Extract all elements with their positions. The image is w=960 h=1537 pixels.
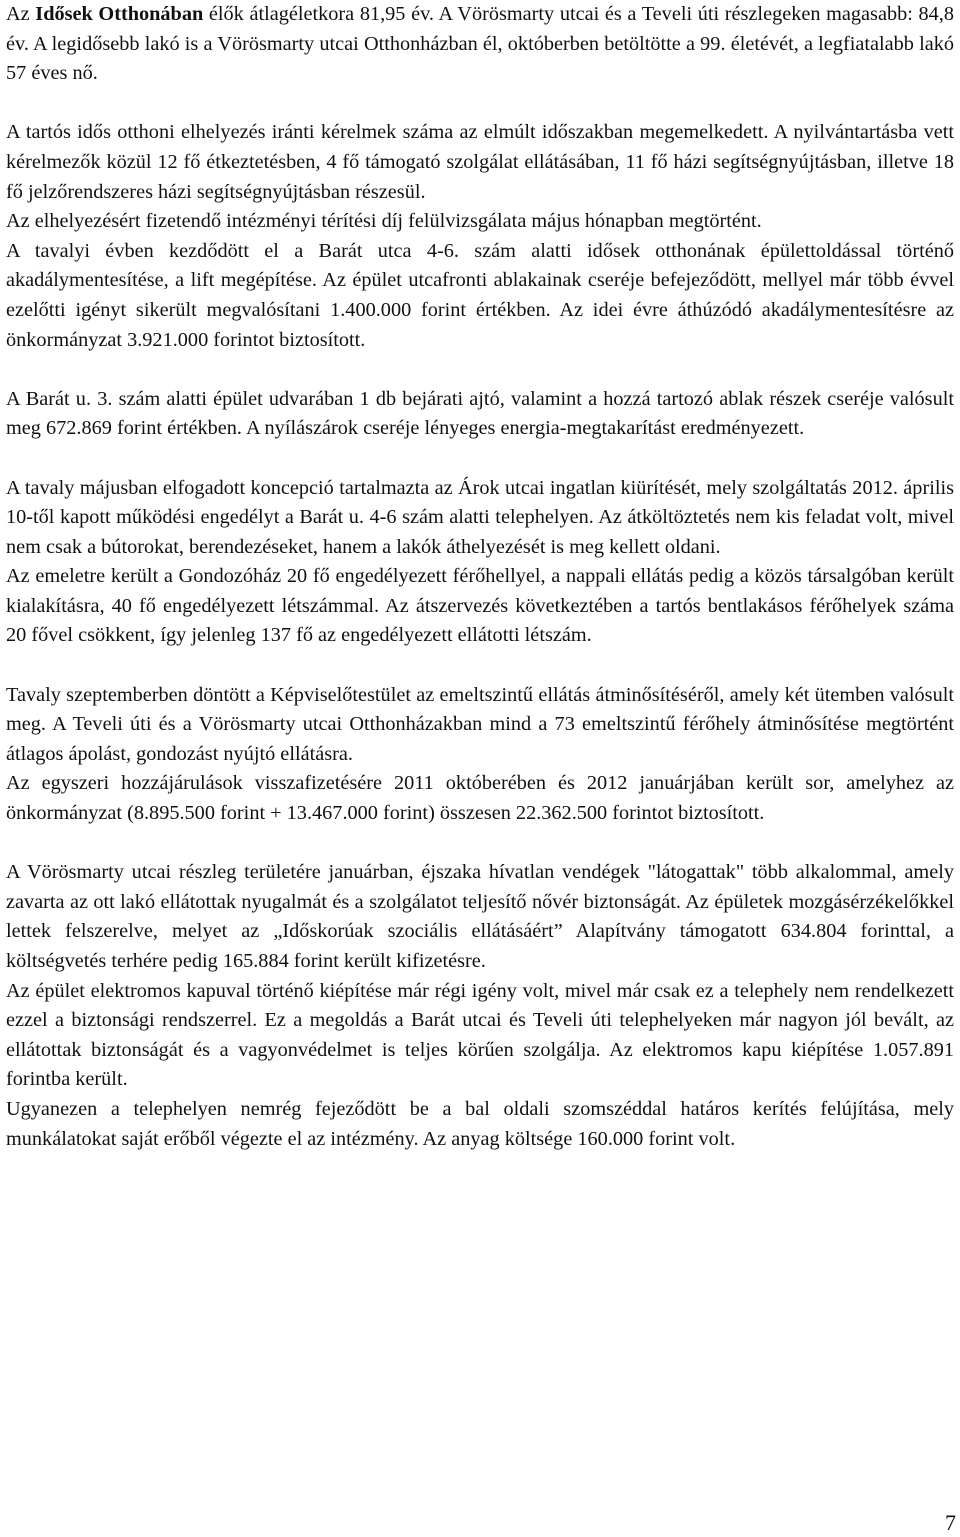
paragraph-spacer: [6, 444, 954, 474]
paragraph-fee-review: Az elhelyezésért fizetendő intézményi térítési díj felülvizsgálata május hónapban megtörtént.: [6, 210, 762, 233]
bold-institution-name: Idősek Otthonában: [35, 3, 204, 25]
paragraph-spacer: [6, 651, 954, 681]
paragraph-electric-gate: Az épület elektromos kapuval történő kiépítése már régi igény volt, mivel már csak ez a telephely nem rendelkezett ezzel a biztonsági rendszerrel. Ez a megoldás a Barát utcai és Teveli úti telephelyeken már nagyon jól bevált, az ellátottak biztonságát és a vagyonvédelmet is teljes körűen szolgálja. Az elektromos kapu kiépítése 1.057.891 forintba került.: [6, 979, 954, 1091]
paragraph-refunds: Az egyszeri hozzájárulások visszafizetésére 2011 októberében és 2012 januárjában került sor, amelyhez az önkormányzat (8.895.500 forint + 13.467.000 forint) összesen 22.362.500 forintot biztosított.: [6, 772, 954, 825]
paragraph-spacer: [6, 355, 954, 385]
paragraph-spacer: [6, 89, 954, 119]
paragraph-motion-sensors: A Vörösmarty utcai részleg területére januárban, éjszaka hívatlan vendégek "látogattak" több alkalommal, amely zavarta az ott lakó ellátottak nyugalmát és a szolgálatot teljesítő nővér biztonságát. Az épületek mozgásérzékelőkkel lettek felszerelve, melyet az „Időskorúak szociális ellátásáért” Alapítvány támogatott 634.804 forinttal, a költségvetés terhére pedig 165.884 forint került kifizetésre.: [6, 861, 954, 972]
paragraph-body: élők átlagéletkora 81,95 év. A Vörösmarty utcai és a Teveli úti részlegeken magasabb: 84,8 év. A legidősebb lakó is a Vörösmarty utcai Otthonházban él, októberben betöltötte a 99. életévét, a legfiatalabb lakó 57 éves nő.: [6, 3, 954, 85]
paragraph-care-home-capacity: Az emeletre került a Gondozóház 20 fő engedélyezett férőhellyel, a nappali ellátás pedig a közös társalgóban került kialakításra, 40 fő engedélyezett létszámmal. Az átszervezés következtében a tartós bentlakásos férőhelyek száma 20 fővel csökkent, így jelenleg 137 fő az engedélyezett ellátotti létszám.: [6, 565, 954, 647]
page-number: 7: [945, 1510, 956, 1535]
paragraph-relocation: A tavaly májusban elfogadott koncepció tartalmazta az Árok utcai ingatlan kiürítését, mely szolgáltatás 2012. április 10-től kapott működési engedélyt a Barát u. 4-6 szám alatti telephelyen. Az átköltöztetés nem kis feladat volt, mivel nem csak a bútorokat, berendezéseket, hanem a lakók áthelyezését is meg kellett oldani.: [6, 476, 954, 558]
paragraph-accessibility: A tavalyi évben kezdődött el a Barát utca 4-6. szám alatti idősek otthonának épülettoldással történő akadálymentesítése, a lift megépítése. Az épület utcafronti ablakainak cseréje befejeződött, mellyel már több évvel ezelőtti igényt sikerült megvalósítani 1.400.000 forint értékben. Az idei évre áthúzódó akadálymentesítésre az önkormányzat 3.921.000 forintot biztosított.: [6, 239, 954, 351]
paragraph-door-replacement: A Barát u. 3. szám alatti épület udvarában 1 db bejárati ajtó, valamint a hozzá tartozó ablak részek cseréje valósult meg 672.869 forint értékben. A nyílászárok cseréje lényeges energia-megtakarítást eredményezett.: [6, 387, 954, 440]
paragraph-reclassification: Tavaly szeptemberben döntött a Képviselőtestület az emeltszintű ellátás átminősítéséről, amely két ütemben valósult meg. A Teveli úti és a Vörösmarty utcai Otthonházakban mind a 73 emeltszintű férőhely átminősítése megtörtént átlagos ápolást, gondozást nyújtó ellátásra.: [6, 683, 954, 765]
paragraph-applications: A tartós idős otthoni elhelyezés iránti kérelmek száma az elmúlt időszakban megemelkedett. A nyilvántartásba vett kérelmezők közül 12 fő étkeztetésben, 4 fő támogató szolgálat ellátásában, 11 fő házi segítségnyújtásban, illetve 18 fő jelzőrendszeres házi segítségnyújtásban részesül.: [6, 121, 954, 203]
paragraph-spacer: [6, 829, 954, 859]
paragraph-fence-renovation: Ugyanezen a telephelyen nemrég fejeződött be a bal oldali szomszéddal határos kerítés felújítása, mely munkálatokat saját erőből végezte el az intézmény. Az anyag költsége 160.000 forint volt.: [6, 1097, 954, 1150]
document-page: [6, 0, 954, 1154]
paragraph-average-age: [6, 0, 954, 89]
paragraph-prefix: Az: [6, 3, 36, 25]
